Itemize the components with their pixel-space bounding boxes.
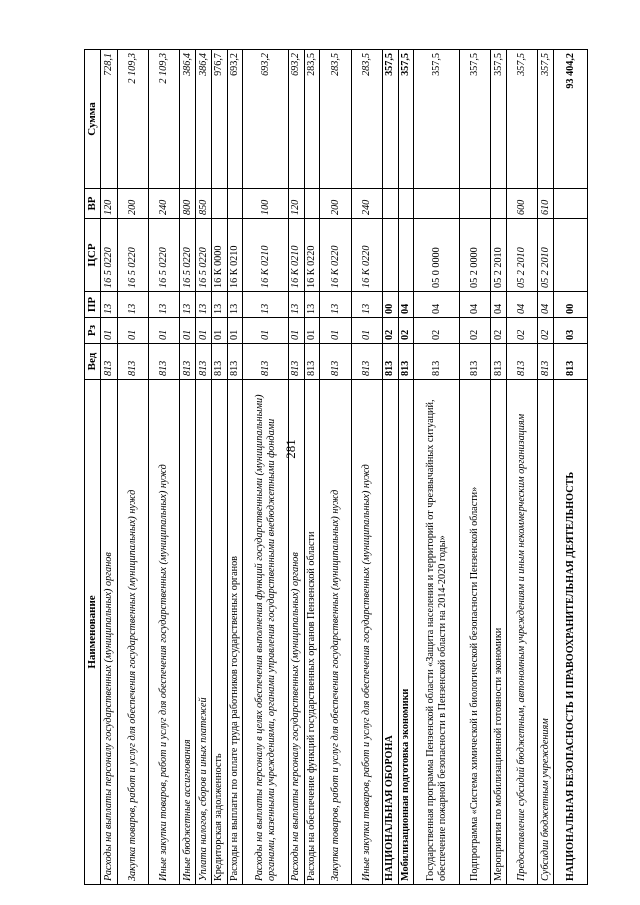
cell-pr: 04 — [414, 292, 460, 318]
budget-table — [84, 49, 588, 885]
cell-sum: 728,1 — [101, 50, 118, 189]
cell-ved: 813 — [227, 344, 243, 380]
cell-name: Иные закупки товаров, работ и услуг для обеспечения государственных (муниципальных) нужд — [351, 380, 382, 885]
cell-vr: 240 — [149, 189, 180, 219]
cell-sum: 976,7 — [211, 50, 227, 189]
cell-rz: 01 — [289, 318, 305, 344]
cell-pr: 13 — [289, 292, 305, 318]
cell-vr — [211, 189, 227, 219]
cell-ved: 813 — [414, 344, 460, 380]
cell-rz: 01 — [227, 318, 243, 344]
cell-vr: 120 — [289, 189, 305, 219]
table-row — [289, 50, 305, 885]
cell-vr: 200 — [117, 189, 148, 219]
cell-rz: 01 — [211, 318, 227, 344]
table-row — [196, 50, 212, 885]
cell-pr: 13 — [227, 292, 243, 318]
cell-name: Мобилизационная подготовка экономики — [398, 380, 414, 885]
cell-vr: 800 — [180, 189, 196, 219]
cell-ved: 813 — [491, 344, 507, 380]
cell-ved: 813 — [196, 344, 212, 380]
cell-ved: 813 — [507, 344, 538, 380]
cell-ved: 813 — [383, 344, 399, 380]
rotated-table-wrapper — [84, 50, 588, 885]
cell-pr: 04 — [398, 292, 414, 318]
cell-csr: 16 5 0220 — [180, 219, 196, 292]
cell-name: Расходы на выплаты персоналу в целях обеспечения выполнения функций государственными (муниципальными) органами, казенными учреждениями, органами управления государственными внебюджетными фондами — [243, 380, 289, 885]
cell-rz: 01 — [304, 318, 320, 344]
table-row — [243, 50, 289, 885]
cell-name: Мероприятия по мобилизационной готовности экономики — [491, 380, 507, 885]
cell-csr: 16 К 0220 — [351, 219, 382, 292]
cell-sum: 386,4 — [196, 50, 212, 189]
cell-name: Расходы на выплаты персоналу государственных (муниципальных) органов — [289, 380, 305, 885]
cell-csr: 05 2 0000 — [460, 219, 491, 292]
cell-name: Уплата налогов, сборов и иных платежей — [196, 380, 212, 885]
cell-sum: 357,5 — [383, 50, 399, 189]
cell-rz: 02 — [460, 318, 491, 344]
cell-sum: 693,2 — [243, 50, 289, 189]
cell-ved: 813 — [398, 344, 414, 380]
cell-sum: 2 109,3 — [117, 50, 148, 189]
cell-ved: 813 — [304, 344, 320, 380]
cell-rz: 01 — [101, 318, 118, 344]
cell-csr: 16 5 0220 — [149, 219, 180, 292]
cell-ved: 813 — [243, 344, 289, 380]
cell-name: Иные закупки товаров, работ и услуг для обеспечения государственных (муниципальных) нужд — [149, 380, 180, 885]
cell-rz: 02 — [383, 318, 399, 344]
cell-pr: 13 — [243, 292, 289, 318]
table-row — [320, 50, 351, 885]
table-row — [398, 50, 414, 885]
table-row — [460, 50, 491, 885]
cell-pr: 13 — [117, 292, 148, 318]
table-row — [554, 50, 588, 885]
cell-pr: 04 — [507, 292, 538, 318]
cell-vr — [460, 189, 491, 219]
cell-vr — [414, 189, 460, 219]
cell-ved: 813 — [351, 344, 382, 380]
cell-name: Государственная программа Пензенской области «Защита населения и территорий от чрезвычайных ситуаций, обеспечение пожарной безопасности в Пензенской области на 2014-2020 годы» — [414, 380, 460, 885]
cell-rz: 02 — [538, 318, 554, 344]
cell-name: Расходы на выплаты персоналу государственных (муниципальных) органов — [101, 380, 118, 885]
cell-rz: 01 — [117, 318, 148, 344]
cell-name: Закупка товаров, работ и услуг для обеспечения государственных (муниципальных) нужд — [117, 380, 148, 885]
cell-rz: 02 — [507, 318, 538, 344]
cell-rz: 03 — [554, 318, 588, 344]
cell-ved: 813 — [117, 344, 148, 380]
table-row — [211, 50, 227, 885]
cell-name: Расходы на выплаты по оплате труда работников государственных органов — [227, 380, 243, 885]
cell-csr: 16 К 0210 — [243, 219, 289, 292]
cell-name: Иные бюджетные ассигнования — [180, 380, 196, 885]
table-row — [507, 50, 538, 885]
cell-csr: 16 5 0220 — [101, 219, 118, 292]
cell-name: Подпрограмма «Система химической и биологической безопасности Пензенской области» — [460, 380, 491, 885]
cell-vr — [304, 189, 320, 219]
cell-sum: 283,5 — [320, 50, 351, 189]
cell-vr: 240 — [351, 189, 382, 219]
cell-csr: 16 К 0000 — [211, 219, 227, 292]
cell-csr: 05 2 2010 — [507, 219, 538, 292]
header-ved: Вед — [85, 344, 101, 380]
cell-vr — [554, 189, 588, 219]
table-body — [101, 50, 588, 885]
table-row — [227, 50, 243, 885]
cell-csr: 16 К 0220 — [304, 219, 320, 292]
cell-name: Закупка товаров, работ и услуг для обеспечения государственных (муниципальных) нужд — [320, 380, 351, 885]
table-row — [414, 50, 460, 885]
cell-ved: 813 — [289, 344, 305, 380]
cell-ved: 813 — [101, 344, 118, 380]
cell-pr: 00 — [383, 292, 399, 318]
cell-pr: 13 — [180, 292, 196, 318]
cell-csr: 05 2 2010 — [538, 219, 554, 292]
rotated-table-inner — [84, 50, 588, 885]
cell-name: Расходы на обеспечение функций государственных органов Пензенской области — [304, 380, 320, 885]
header-csr: ЦСР — [85, 219, 101, 292]
cell-vr: 600 — [507, 189, 538, 219]
cell-csr: 16 5 0220 — [196, 219, 212, 292]
cell-rz: 02 — [414, 318, 460, 344]
cell-ved: 813 — [460, 344, 491, 380]
cell-rz: 01 — [196, 318, 212, 344]
cell-csr — [554, 219, 588, 292]
cell-ved: 813 — [149, 344, 180, 380]
cell-vr — [491, 189, 507, 219]
page-number: 281 — [283, 439, 298, 459]
cell-pr: 13 — [320, 292, 351, 318]
table-row — [180, 50, 196, 885]
cell-vr — [227, 189, 243, 219]
header-sum: Сумма — [85, 50, 101, 189]
cell-pr: 13 — [211, 292, 227, 318]
cell-ved: 813 — [554, 344, 588, 380]
cell-csr: 16 К 0220 — [320, 219, 351, 292]
table-row — [538, 50, 554, 885]
cell-csr — [398, 219, 414, 292]
cell-name: Субсидии бюджетным учреждениям — [538, 380, 554, 885]
cell-name: НАЦИОНАЛЬНАЯ БЕЗОПАСНОСТЬ И ПРАВООХРАНИТЕЛЬНАЯ ДЕЯТЕЛЬНОСТЬ — [554, 380, 588, 885]
cell-ved: 813 — [180, 344, 196, 380]
cell-csr: 05 0 0000 — [414, 219, 460, 292]
cell-rz: 02 — [491, 318, 507, 344]
cell-sum: 357,5 — [491, 50, 507, 189]
cell-ved: 813 — [320, 344, 351, 380]
cell-name: Кредиторская задолженность — [211, 380, 227, 885]
cell-sum: 386,4 — [180, 50, 196, 189]
cell-pr: 13 — [101, 292, 118, 318]
cell-sum: 357,5 — [460, 50, 491, 189]
cell-vr — [398, 189, 414, 219]
table-row — [491, 50, 507, 885]
cell-sum: 93 404,2 — [554, 50, 588, 189]
cell-rz: 01 — [149, 318, 180, 344]
cell-vr: 120 — [101, 189, 118, 219]
cell-rz: 02 — [398, 318, 414, 344]
cell-vr: 100 — [243, 189, 289, 219]
cell-csr: 16 К 0210 — [227, 219, 243, 292]
cell-pr: 13 — [149, 292, 180, 318]
cell-name: НАЦИОНАЛЬНАЯ ОБОРОНА — [383, 380, 399, 885]
cell-pr: 04 — [538, 292, 554, 318]
header-rz: Рз — [85, 318, 101, 344]
cell-sum: 357,5 — [414, 50, 460, 189]
cell-csr: 16 К 0210 — [289, 219, 305, 292]
cell-sum: 357,5 — [538, 50, 554, 189]
cell-sum: 357,5 — [398, 50, 414, 189]
table-row — [304, 50, 320, 885]
cell-ved: 813 — [538, 344, 554, 380]
cell-pr: 04 — [460, 292, 491, 318]
cell-csr — [383, 219, 399, 292]
cell-sum: 283,5 — [304, 50, 320, 189]
table-row — [149, 50, 180, 885]
cell-pr: 13 — [304, 292, 320, 318]
table-row — [101, 50, 118, 885]
cell-vr: 850 — [196, 189, 212, 219]
cell-sum: 693,2 — [289, 50, 305, 189]
cell-sum: 283,5 — [351, 50, 382, 189]
cell-vr — [383, 189, 399, 219]
header-vr: ВР — [85, 189, 101, 219]
table-row — [383, 50, 399, 885]
cell-csr: 16 5 0220 — [117, 219, 148, 292]
cell-rz: 01 — [351, 318, 382, 344]
cell-sum: 357,5 — [507, 50, 538, 189]
cell-pr: 13 — [351, 292, 382, 318]
cell-pr: 00 — [554, 292, 588, 318]
cell-rz: 01 — [243, 318, 289, 344]
table-row — [351, 50, 382, 885]
cell-vr: 200 — [320, 189, 351, 219]
table-header-row — [85, 50, 101, 885]
cell-csr: 05 2 2010 — [491, 219, 507, 292]
table-row — [117, 50, 148, 885]
cell-rz: 01 — [320, 318, 351, 344]
cell-sum: 2 109,3 — [149, 50, 180, 189]
cell-sum: 693,2 — [227, 50, 243, 189]
header-name: Наименование — [85, 380, 101, 885]
cell-vr: 610 — [538, 189, 554, 219]
cell-ved: 813 — [211, 344, 227, 380]
header-pr: ПР — [85, 292, 101, 318]
cell-pr: 13 — [196, 292, 212, 318]
cell-rz: 01 — [180, 318, 196, 344]
cell-name: Предоставление субсидий бюджетным, автономным учреждениям и иным некоммерческим организациям — [507, 380, 538, 885]
cell-pr: 04 — [491, 292, 507, 318]
